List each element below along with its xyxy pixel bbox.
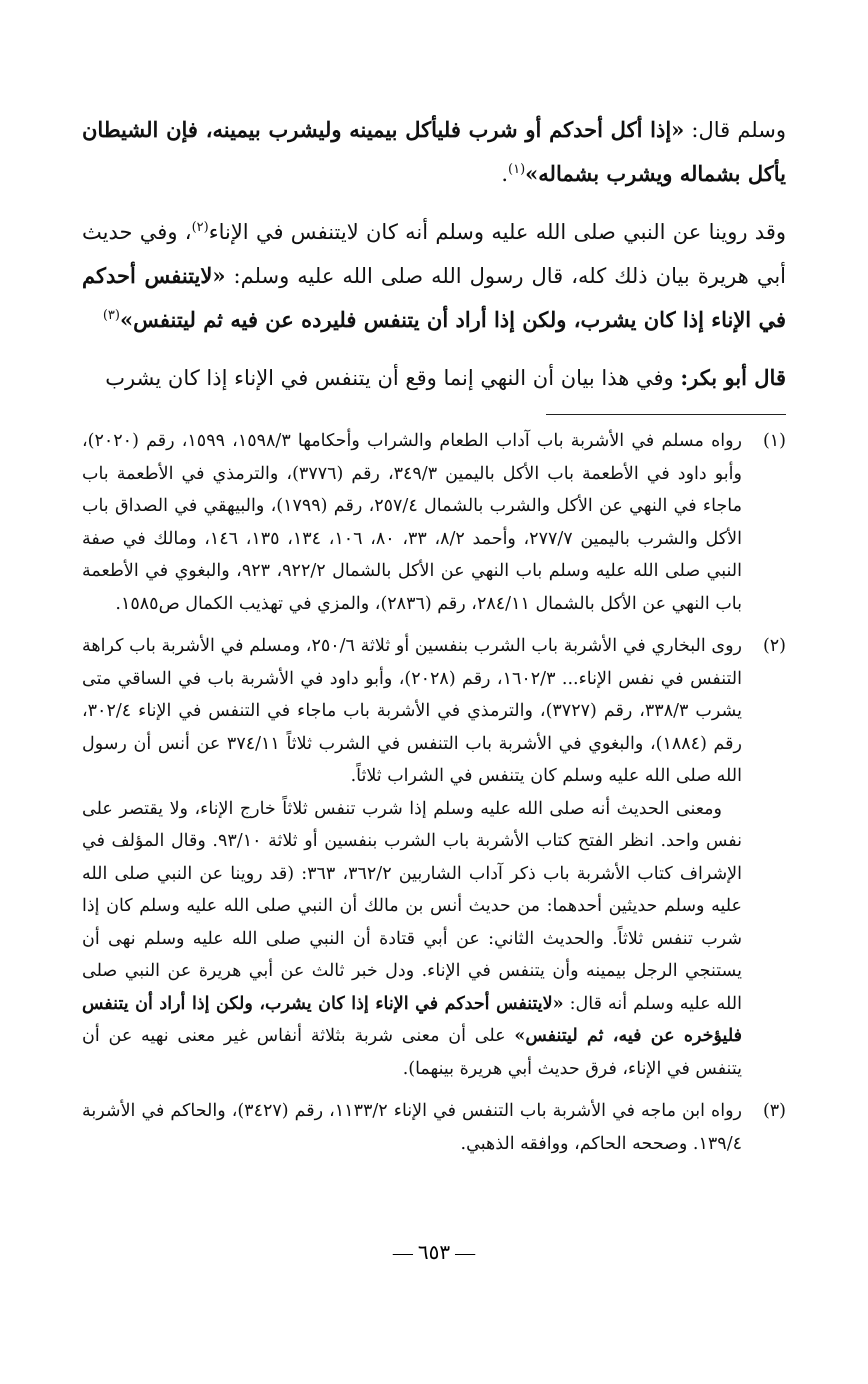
p2-text-b: ، وفي حديث أبي هريرة بيان ذلك كله، قال رسول الله صلى الله عليه وسلم: (82, 220, 787, 288)
footnote-text (82, 425, 742, 620)
footnote-number: (٢) (762, 636, 786, 656)
paragraph-2 (82, 210, 786, 342)
main-text (82, 108, 786, 400)
footnote-2-commentary (82, 793, 742, 1086)
commentary-text-c: على أن معنى شربة بثلاثة أنفاس غير معنى نهيه عن أن يتنفس في الإناء، فرق حديث أبي هريرة بينهما). (82, 1026, 742, 1079)
footnote-text (82, 1095, 742, 1160)
p3-text: وفي هذا بيان أن النهي إنما وقع أن يتنفس في الإناء إذا كان يشرب (105, 366, 681, 390)
hadith-quote-1: «إذا أكل أحدكم أو شرب فليأكل بيمينه وليشرب بيمينه، فإن الشيطان يأكل بشماله ويشرب بشماله» (82, 117, 786, 186)
footnote-ref-1[interactable]: (١) (508, 162, 526, 177)
footnote-1-text: رواه مسلم في الأشربة باب آداب الطعام والشراب وأحكامها ١٥٩٨/٣، ١٥٩٩، رقم (٢٠٢٠)، وأبو داود في الأطعمة باب الأكل باليمين ٣٤٩/٣، رقم (٣٧٧٦)، والترمذي في الأطعمة باب ماجاء في النهي عن الأكل والشرب بالشمال ٢٥٧/٤، رقم (١٧٩٩)، والبيهقي في الصداق باب الأكل والشرب باليمين ٢٧٧/٧، وأحمد ٨/٢، ٣٣، ٨٠، ١٠٦، ١٣٤، ١٣٥، ١٤٦، ومالك في صفة النبي صلى الله عليه وسلم باب النهي عن الأكل بالشمال ٩٢٢/٢، ٩٢٣، والبغوي في الأطعمة باب النهي عن الأكل بالشمال ٢٨٤/١١، رقم (٢٨٣٦)، والمزي في تهذيب الكمال ص١٥٨٥. (82, 431, 742, 614)
footnote-number: (١) (762, 431, 786, 451)
paragraph-3 (82, 356, 786, 400)
commentary-hadith: «لايتنفس أحدكم في الإناء إذا كان يشرب، ولكن إذا أراد أن يتنفس فليؤخره عن فيه، ثم ليتنفس» (82, 993, 742, 1046)
hadith-quote-2: «لايتنفس أحدكم في الإناء إذا كان يشرب، ولكن إذا أراد أن يتنفس فليرده عن فيه ثم ليتنفس» (82, 263, 786, 332)
page-number: — ٦٥٣ — (392, 1242, 476, 1264)
footnote-divider (546, 414, 786, 415)
p1-end: . (501, 162, 509, 186)
footnote-ref-3[interactable]: (٣) (102, 308, 120, 323)
footnote-2 (82, 630, 786, 1085)
paragraph-1 (82, 108, 786, 196)
p2-text-a: وقد روينا عن النبي صلى الله عليه وسلم أنه كان لايتنفس في الإناء (208, 220, 787, 244)
footnote-ref-2[interactable]: (٢) (191, 220, 209, 235)
footnote-2-text: روى البخاري في الأشربة باب الشرب بنفسين أو ثلاثة ٢٥٠/٦، ومسلم في الأشربة باب كراهة التنفس في نفس الإناء... ١٦٠٢/٣، رقم (٢٠٢٨)، وأبو داود في الأشربة باب في الساقي متى يشرب ٣٣٨/٣، رقم (٣٧٢٧)، والترمذي في الأشربة باب ماجاء في التنفس في الإناء ٣٠٢/٤، رقم (١٨٨٤)، والبغوي في الأشربة باب التنفس في الشرب ثلاثاً ٣٧٤/١١ عن أنس أن رسول الله صلى الله عليه وسلم كان يتنفس في الشراب ثلاثاً. (82, 636, 742, 786)
footnotes (82, 425, 786, 1160)
footnote-3-text: رواه ابن ماجه في الأشربة باب التنفس في الإناء ١١٣٣/٢، رقم (٣٤٢٧)، والحاكم في الأشربة ١٣٩/٤. وصححه الحاكم، ووافقه الذهبي. (82, 1101, 742, 1154)
footnote-text (82, 630, 742, 1085)
footnote-3 (82, 1095, 786, 1160)
p1-text: وسلم قال: (684, 118, 786, 142)
speaker-label: قال أبو بكر: (680, 365, 786, 390)
footnote-number: (٣) (762, 1101, 786, 1121)
footnote-1 (82, 425, 786, 620)
commentary-text-a: ومعنى الحديث أنه صلى الله عليه وسلم إذا شرب تنفس ثلاثاً خارج الإناء، ولا يقتصر على نفس واحد. انظر الفتح كتاب الأشربة باب الشرب بنفسين أو ثلاثة ٩٣/١٠. وقال المؤلف في الإشراف كتاب الأشربة باب ذكر آداب الشاربين ٣٦٢/٢، ٣٦٣: (قد روينا عن النبي صلى الله عليه وسلم حديثين أحدهما: من حديث أنس بن مالك أن النبي صلى الله عليه وسلم كان إذا شرب تنفس ثلاثاً. والحديث الثاني: عن أبي قتادة أن النبي صلى الله عليه وسلم نهى أن يستنجي الرجل بيمينه وأن يتنفس في الإناء. ودل خبر ثالث عن أبي هريرة عن النبي صلى الله عليه وسلم أنه قال: (82, 798, 742, 1014)
